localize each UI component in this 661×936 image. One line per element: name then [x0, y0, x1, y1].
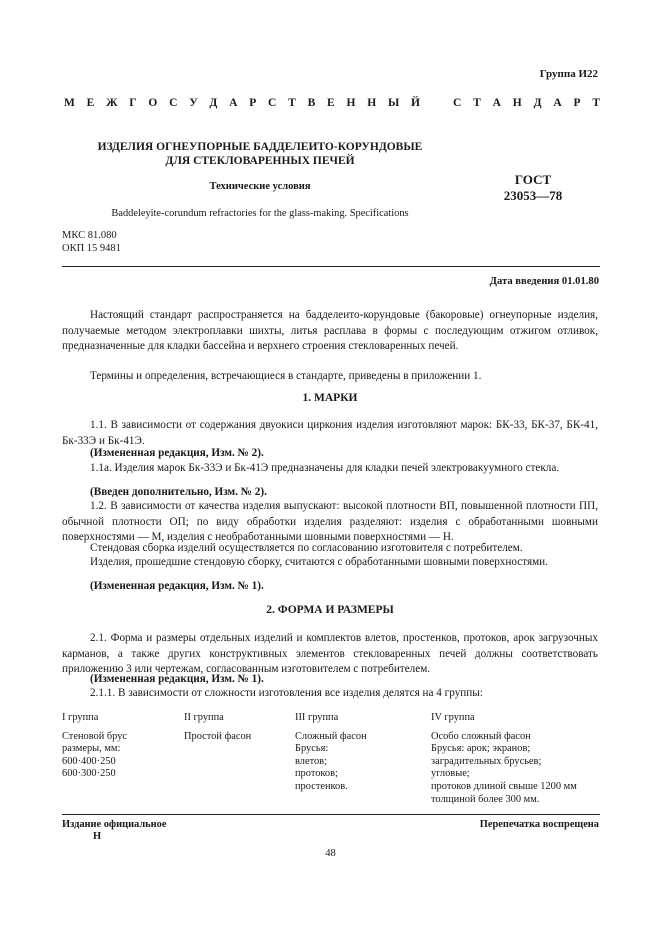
interstate-letter: С — [169, 97, 178, 109]
mks-code: МКС 81.080 — [62, 230, 117, 241]
group-3-line: Брусья: — [295, 743, 329, 755]
interstate-letter: Н — [346, 97, 356, 109]
title-line-2: ДЛЯ СТЕКЛОВАРЕННЫХ ПЕЧЕЙ — [165, 155, 355, 167]
group-1-line: Стеновой брус — [62, 730, 128, 742]
group-4-column — [431, 712, 577, 806]
group-4-head: IV группа — [431, 712, 475, 723]
title-line-1: ИЗДЕЛИЯ ОГНЕУПОРНЫЕ БАДДЕЛЕИТО-КОРУНДОВЫЕ — [97, 141, 423, 153]
interstate-letter: М — [64, 97, 75, 109]
interstate-letter: Н — [367, 97, 377, 109]
intro-date-label: Дата введения — [489, 276, 560, 287]
standard-word — [453, 97, 600, 109]
reprint-prohibited: Перепечатка воспрещена — [479, 819, 599, 830]
intro-paragraph-1: Настоящий стандарт распространяется на бадделеито-корундовые (бакоровые) огнеупорные изделия, получаемые методом электроплавки шихты, литья расплава в формы с последующим отжигом отливок, предназначенные для кладки бассейна и верхнего строения стекловаренных печей. — [62, 309, 598, 352]
interstate-letter: Г — [129, 97, 137, 109]
stand-assembly-paragraph: Стендовая сборка изделий осуществляется по согласованию изготовителя с потребителем. — [90, 542, 523, 554]
standard-letter: А — [553, 97, 562, 109]
group-3-line: простенков. — [295, 780, 348, 792]
okp-code: ОКП 15 9481 — [62, 243, 121, 254]
group-2-column — [184, 712, 251, 743]
interstate-letter: О — [148, 97, 158, 109]
group-3-line: Сложный фасон — [295, 730, 367, 742]
amendment-note-4: (Измененная редакция, Изм. № 1). — [90, 673, 264, 685]
clause-1-1a: 1.1а. Изделия марок Бк-33Э и Бк-41Э предназначены для кладки печей электровакуумного стекла. — [90, 462, 560, 474]
group-2-line: Простой фасон — [184, 730, 252, 742]
section-2-title: 2. ФОРМА И РАЗМЕРЫ — [266, 604, 394, 616]
gost-label: ГОСТ — [514, 172, 552, 187]
interstate-letter: В — [307, 97, 316, 109]
group-4-line: заградительных брусьев; — [431, 755, 542, 767]
header-rule — [62, 266, 600, 267]
english-title: Baddeleyite-corundum refractories for the glass-making. Specifications — [111, 208, 409, 219]
group-3-head: III группа — [295, 712, 339, 723]
interstate-letter: Ж — [106, 97, 118, 109]
intro-date — [490, 276, 599, 287]
standard-letter: А — [492, 97, 501, 109]
interstate-letter: Й — [411, 97, 420, 109]
group-1-line: 600·300·250 — [62, 768, 116, 780]
group-1-column — [62, 712, 127, 781]
group-3-column — [295, 712, 367, 794]
section-1-title: 1. МАРКИ — [302, 392, 358, 404]
group-1-line: размеры, мм: — [62, 743, 121, 755]
interstate-word — [64, 97, 420, 109]
standard-letter: Т — [592, 97, 600, 109]
group-4-line: угловые; — [431, 768, 470, 780]
group-3-line: влетов; — [295, 755, 327, 767]
clause-2-1-1: 2.1.1. В зависимости от сложности изготовления все изделия делятся на 4 группы: — [90, 687, 483, 699]
amendment-note-2: (Введен дополнительно, Изм. № 2). — [90, 486, 267, 498]
interstate-letter: Т — [288, 97, 296, 109]
standard-letter: Д — [533, 97, 542, 109]
standard-letter: С — [453, 97, 462, 109]
group-4-line: Особо сложный фасон — [431, 730, 531, 742]
standard-letter: Н — [512, 97, 522, 109]
amendment-note-3: (Измененная редакция, Изм. № 1). — [90, 580, 264, 592]
interstate-letter: С — [268, 97, 277, 109]
interstate-standard-heading — [64, 97, 600, 113]
intro-date-value: 01.01.80 — [561, 276, 599, 287]
gost-number: 23053—78 — [503, 188, 563, 203]
interstate-letter: Е — [86, 97, 95, 109]
interstate-letter: Р — [249, 97, 257, 109]
clause-1-1: 1.1. В зависимости от содержания двуокиси циркония изделия изготовляют марок: БК-33, БК-37, БК-41, Бк-33Э и Бк-41Э. — [62, 419, 598, 447]
official-edition: Издание официальное — [62, 819, 167, 830]
group-4-line: толщиной более 300 мм. — [431, 793, 540, 805]
group-1-head: I группа — [62, 712, 99, 723]
interstate-letter: А — [229, 97, 238, 109]
page-number: 48 — [325, 848, 336, 859]
standard-letter: Т — [473, 97, 481, 109]
clause-2-1: 2.1. Форма и размеры отдельных изделий и комплектов влетов, простенков, протоков, арок загрузочных карманов, а также других конструктивных элементов стекловаренных печей должны соответствовать приложению 3 или чертежам, согласованным изготовителем с потребителем. — [62, 632, 598, 675]
group-1-line: 600·400·250 — [62, 755, 116, 767]
group-2-head: II группа — [184, 712, 224, 723]
amendment-note-1: (Измененная редакция, Изм. № 2). — [90, 447, 264, 459]
subtitle: Технические условия — [209, 181, 311, 192]
standard-letter: Р — [573, 97, 581, 109]
group-4-line: протоков длиной свыше 1200 мм — [431, 780, 577, 792]
footer-rule — [62, 814, 600, 815]
interstate-letter: Д — [209, 97, 218, 109]
stand-assembly-result: Изделия, прошедшие стендовую сборку, считаются с обработанными шовными поверхностями. — [90, 556, 548, 568]
group-4-line: Брусья: арок; экранов; — [431, 743, 531, 755]
clause-1-2: 1.2. В зависимости от качества изделия выпускают: высокой плотности ВП, повышенной плотности ПП, обычной плотности ОП; по виду обработки изделия разделяют: изделия с обработанными шовными поверхностями — М, изделия с необработанными шовными поверхностями — Н. — [62, 500, 598, 543]
group-code: Группа И22 — [539, 68, 598, 80]
group-3-line: протоков; — [295, 768, 338, 780]
interstate-letter: Ы — [387, 97, 400, 109]
official-edition-mark: Н — [93, 831, 102, 842]
intro-paragraph-2: Термины и определения, встречающиеся в стандарте, приведены в приложении 1. — [90, 370, 482, 382]
interstate-letter: Е — [327, 97, 335, 109]
interstate-letter: У — [189, 97, 198, 109]
